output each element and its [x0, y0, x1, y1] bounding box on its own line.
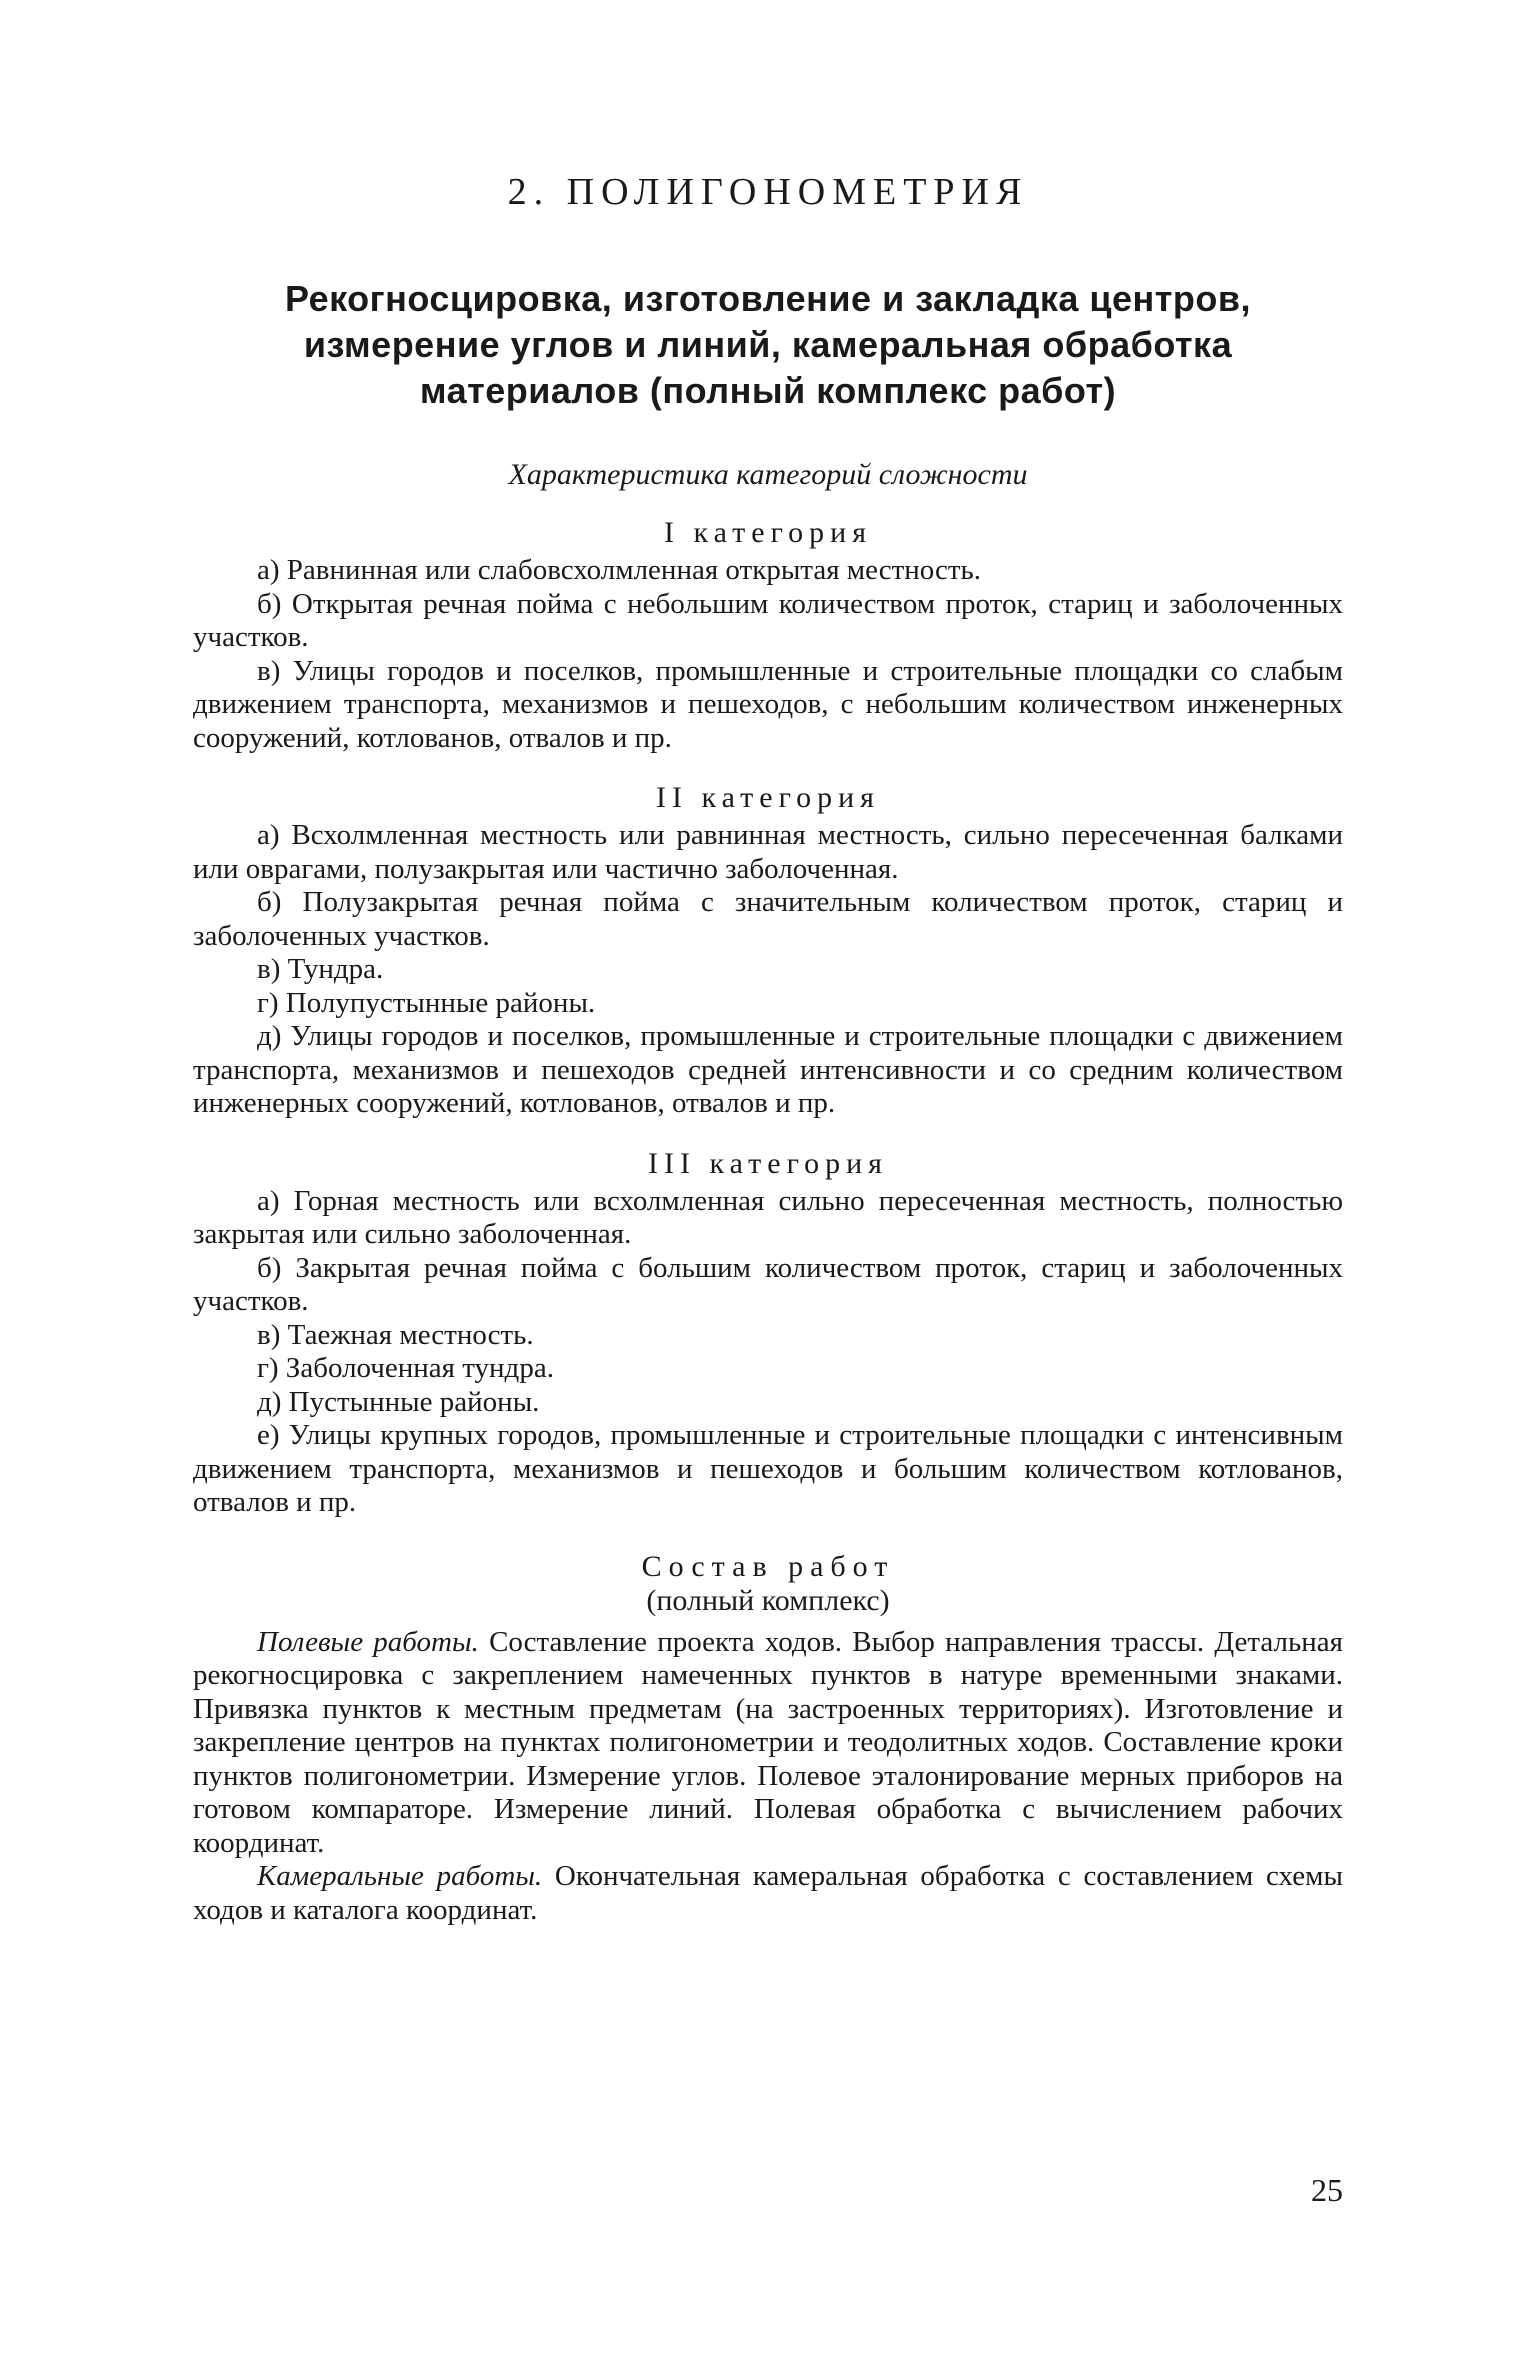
category-item: а) Всхолмленная местность или равнинная местность, сильно пересеченная балками или оврагами, полузакрытая или частично заболоченная. — [193, 819, 1343, 885]
chapter-title: 2. ПОЛИГОНОМЕТРИЯ — [507, 171, 1029, 213]
page-number: 25 — [1311, 2172, 1343, 2208]
category-item: б) Закрытая речная пойма с большим количеством проток, стариц и заболоченных участков. — [193, 1251, 1343, 1317]
office-work-lead: Камеральные работы. — [257, 1860, 543, 1892]
category-item: г) Заболоченная тундра. — [257, 1352, 554, 1384]
field-work-lead: Полевые работы. — [257, 1625, 479, 1658]
category-title: I категория — [664, 516, 872, 549]
category-item: г) Полупустынные районы. — [257, 986, 596, 1019]
complexity-subtitle: Характеристика категорий сложности — [508, 458, 1028, 491]
office-work-paragraph — [193, 1860, 1343, 1927]
category-item: в) Тундра. — [257, 953, 384, 985]
category-item: а) Горная местность или всхолмленная сильно пересеченная местность, полностью закрытая или сильно заболоченная. — [193, 1184, 1343, 1250]
category-section — [193, 781, 1343, 1121]
document-page — [193, 170, 1343, 2208]
category-item: в) Таежная местность. — [257, 1318, 534, 1351]
field-work-paragraph — [193, 1626, 1343, 1861]
category-item: д) Улицы городов и поселков, промышленные и строительные площадки с движением транспорта, механизмов и пешеходов средней интенсивности и со средним количеством инженерных сооружений, котлованов, отвалов и пр. — [193, 1020, 1343, 1119]
work-subtitle: (полный комплекс) — [646, 1583, 890, 1617]
category-title: III категория — [648, 1146, 888, 1180]
category-title: II категория — [656, 781, 880, 814]
category-item: в) Улицы городов и поселков, промышленные и строительные площадки со слабым движением транспорта, механизмов и пешеходов, с небольшим количеством инженерных сооружений, котлованов, отвалов и пр. — [193, 654, 1343, 754]
category-section — [193, 516, 1343, 755]
heading-line: Рекогносцировка, изготовление и закладка центров, — [284, 278, 1252, 319]
work-title: Состав работ — [641, 1549, 895, 1583]
office-work-text: Окончательная камеральная обработка с составлением схемы ходов и каталога координат. — [193, 1860, 1343, 1926]
category-item: а) Равнинная или слабовсхолмленная открытая местность. — [257, 554, 982, 586]
category-item: б) Полузакрытая речная пойма с значительным количеством проток, стариц и заболоченных участков. — [193, 886, 1343, 952]
work-section — [193, 1550, 1343, 1928]
category-section — [193, 1147, 1343, 1520]
main-heading — [193, 276, 1343, 414]
field-work-text: Составление проекта ходов. Выбор направления трассы. Детальная рекогносцировка с закреплением намеченных пунктов в натуре временными знаками. Привязка пунктов к местным предметам (на застроенных территориях). Изготовление и закрепление центров на пунктах полигонометрии и теодолитных ходов. Составление кроки пунктов полигонометрии. Измерение углов. Полевое эталонирование мерных приборов на готовом компараторе. Измерение линий. Полевая обработка с вычислением рабочих координат. — [193, 1625, 1343, 1859]
category-item: е) Улицы крупных городов, промышленные и строительные площадки с интенсивным движением транспорта, механизмов и пешеходов и большим количеством котлованов, отвалов и пр. — [193, 1419, 1343, 1518]
heading-line: измерение углов и линий, камеральная обработка — [303, 324, 1233, 365]
category-item: б) Открытая речная пойма с небольшим количеством проток, стариц и заболоченных участков. — [193, 587, 1343, 653]
heading-line: материалов (полный комплекс работ) — [419, 370, 1117, 411]
category-item: д) Пустынные районы. — [257, 1385, 540, 1418]
